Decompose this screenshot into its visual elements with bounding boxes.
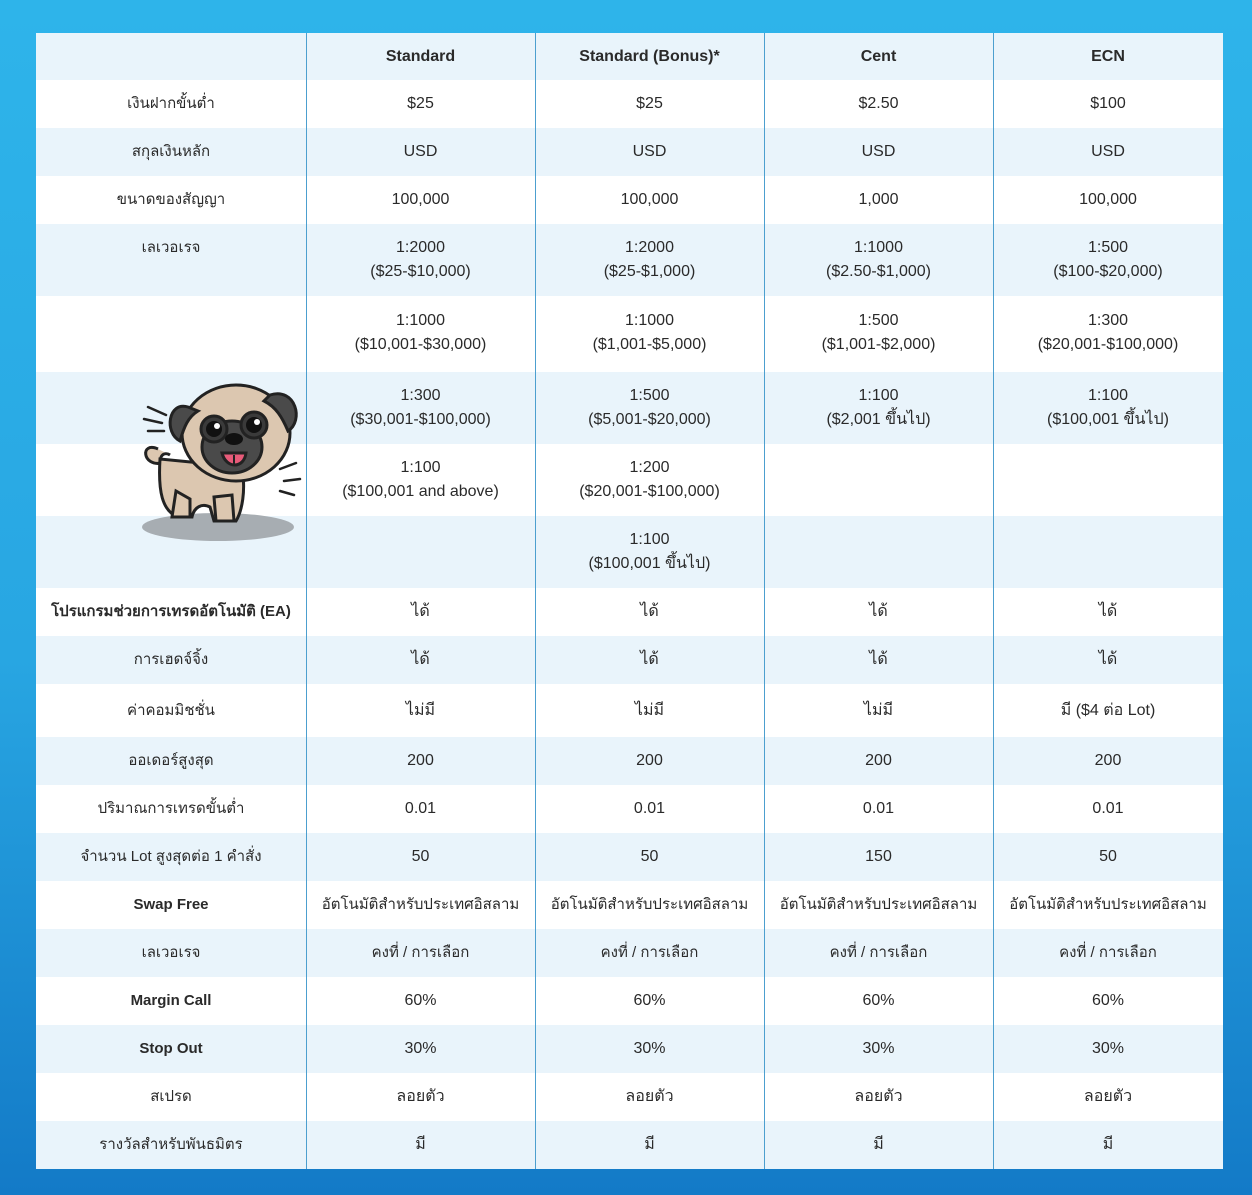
cell-value: $25 [636,95,663,112]
leverage-ratio: 1:100 [400,459,441,476]
cell-value: ได้ [411,603,430,620]
header-ecn: ECN [1091,47,1125,65]
cell-value: ลอยตัว [396,1088,445,1105]
cell-value [535,444,764,516]
row-label: จำนวน Lot สูงสุดต่อ 1 คำสั่ง [80,848,262,865]
row-label: สกุลเงินหลัก [131,143,211,160]
row-label: เลเวอเรจ [141,944,201,961]
leverage-range: ($20,001-$100,000) [579,483,720,500]
cell-value: 0.01 [862,800,895,817]
cell-value: 50 [411,848,430,865]
cell-value [993,372,1223,444]
cell-value: คงที่ / การเลือก [371,944,470,961]
cell-value: ไม่มี [405,701,436,719]
cell-value: $25 [407,95,434,112]
leverage-ratio: 1:1000 [625,312,674,329]
cell-value: 0.01 [633,800,666,817]
leverage-range: ($5,001-$20,000) [588,411,711,428]
leverage-range: ($100,001 ขึ้นไป) [588,555,711,572]
cell-value [535,224,764,296]
cell-value: 200 [407,752,434,769]
cell-value [535,372,764,444]
column-divider [306,33,307,1169]
table-row [36,833,1223,881]
row-label [36,296,306,370]
leverage-range: ($2,001 ขึ้นไป) [826,411,931,428]
row-label: Margin Call [130,992,212,1009]
cell-value: มี [1102,1136,1114,1153]
leverage-range: ($2.50-$1,000) [826,263,931,280]
cell-value: อัตโนมัติสำหรับประเทศอิสลาม [1009,896,1207,913]
cell-value: 30% [1091,1040,1125,1057]
cell-value: USD [632,143,667,160]
row-label: ค่าคอมมิชชั่น [127,701,215,719]
cell-value: ลอยตัว [1083,1088,1133,1105]
column-divider [993,33,994,1169]
leverage-range: ($100-$20,000) [1053,263,1163,280]
leverage-ratio: 1:300 [400,387,441,404]
cell-value: 50 [640,848,659,865]
row-label: Stop Out [139,1040,203,1057]
cell-value [306,224,535,296]
cell-value: ได้ [869,651,888,668]
cell-value: 100,000 [391,191,450,208]
leverage-range: ($1,001-$5,000) [592,336,707,353]
column-divider [535,33,536,1169]
cell-value: $2.50 [858,95,899,112]
leverage-ratio: 1:500 [1087,239,1129,256]
cell-value: 30% [404,1040,437,1057]
pug-mascot-icon [118,371,308,551]
cell-value: 200 [1094,752,1122,769]
table-row [36,684,1223,737]
leverage-range: ($25-$1,000) [603,263,696,280]
cell-value [764,372,993,444]
row-label: เลเวอเรจ [141,239,201,256]
cell-value [535,296,764,370]
header-label [36,33,306,80]
table-row [36,881,1223,929]
row-label: เงินฝากขั้นต่ำ [127,95,215,112]
header-standard-bonus: Standard (Bonus)* [579,47,720,65]
cell-value: ไม่มี [863,701,894,719]
cell-value: 1,000 [858,191,899,208]
cell-value: อัตโนมัติสำหรับประเทศอิสลาม [550,896,749,913]
cell-value: อัตโนมัติสำหรับประเทศอิสลาม [779,896,978,913]
leverage-range: ($25-$10,000) [370,263,471,280]
table-row [36,785,1223,833]
row-label: รางวัลสำหรับพันธมิตร [99,1136,243,1153]
cell-value [993,516,1223,588]
cell-value: 60% [1091,992,1125,1009]
leverage-range: ($20,001-$100,000) [1037,336,1179,353]
cell-value: $100 [1090,95,1126,112]
cell-value: 200 [865,752,892,769]
cell-value: มี [644,1136,655,1153]
table-row [36,1073,1223,1121]
cell-value [764,224,993,296]
leverage-ratio: 1:200 [629,459,670,476]
cell-value: 50 [1099,848,1117,865]
cell-value: 150 [865,848,892,865]
cell-value: อัตโนมัติสำหรับประเทศอิสลาม [321,896,520,913]
cell-value [764,516,993,588]
table-row [36,977,1223,1025]
leverage-ratio: 1:300 [1087,312,1129,329]
leverage-ratio: 1:2000 [625,239,674,256]
header-standard: Standard [385,47,456,65]
cell-value: 60% [633,992,666,1009]
header-cent: Cent [860,47,897,65]
account-comparison-table [36,33,1223,1169]
cell-value: 0.01 [404,800,437,817]
row-label: ขนาดของสัญญา [116,191,226,208]
table-header-row [36,33,1223,80]
cell-value [993,296,1223,370]
cell-value: 200 [636,752,663,769]
cell-value [306,516,535,588]
cell-value [535,516,764,588]
cell-value: มี ($4 ต่อ Lot) [1060,701,1156,719]
row-label: Swap Free [133,896,209,913]
row-label: ออเดอร์สูงสุด [128,752,214,769]
leverage-range: ($100,001 ขึ้นไป) [1047,411,1169,428]
cell-value: คงที่ / การเลือก [600,944,699,961]
cell-value: ได้ [640,603,659,620]
row-label: การเฮดจ์จิ้ง [133,651,209,668]
cell-value: คงที่ / การเลือก [829,944,928,961]
cell-value [764,444,993,516]
leverage-ratio: 1:500 [629,387,670,404]
cell-value: ลอยตัว [625,1088,674,1105]
cell-value: 60% [404,992,437,1009]
leverage-ratio: 1:100 [1087,387,1129,404]
leverage-range: ($10,001-$30,000) [354,336,487,353]
leverage-ratio: 1:1000 [854,239,903,256]
cell-value: 30% [633,1040,666,1057]
cell-value: ได้ [1098,651,1118,668]
cell-value: ได้ [411,651,430,668]
cell-value: 0.01 [1092,800,1124,817]
cell-value [993,224,1223,296]
leverage-range: ($1,001-$2,000) [821,336,936,353]
column-divider [764,33,765,1169]
cell-value: มี [873,1136,884,1153]
cell-value [993,444,1223,516]
cell-value: USD [1091,143,1125,160]
cell-value: 100,000 [620,191,679,208]
table-row [36,929,1223,977]
cell-value [306,372,535,444]
cell-value: มี [415,1136,426,1153]
row-label: ปริมาณการเทรดขั้นต่ำ [97,800,245,817]
cell-value [764,296,993,370]
leverage-ratio: 1:2000 [396,239,445,256]
cell-value: ได้ [640,651,659,668]
cell-value [306,444,535,516]
cell-value: 60% [862,992,895,1009]
table-row [36,296,1223,370]
table-row [36,588,1223,636]
cell-value: คงที่ / การเลือก [1059,944,1157,961]
cell-value: ได้ [869,603,888,620]
cell-value: 100,000 [1079,191,1137,208]
table-row [36,636,1223,684]
leverage-ratio: 1:100 [629,531,670,548]
table-row [36,737,1223,785]
table-row [36,80,1223,128]
cell-value: ได้ [1098,603,1118,620]
leverage-ratio: 1:500 [858,312,899,329]
cell-value: USD [861,143,896,160]
table-row [36,128,1223,176]
table-row [36,224,1223,296]
table-row [36,176,1223,224]
leverage-ratio: 1:100 [858,387,899,404]
row-label: สเปรด [150,1088,192,1105]
table-row [36,1025,1223,1073]
table-row [36,1121,1223,1169]
cell-value: 30% [862,1040,895,1057]
row-label: โปรแกรมช่วยการเทรดอัตโนมัติ (EA) [51,603,291,620]
cell-value [306,296,535,370]
leverage-range: ($100,001 and above) [342,483,499,500]
leverage-ratio: 1:1000 [396,312,445,329]
cell-value: ลอยตัว [854,1088,903,1105]
cell-value: USD [403,143,438,160]
leverage-range: ($30,001-$100,000) [350,411,491,428]
cell-value: ไม่มี [634,701,665,719]
